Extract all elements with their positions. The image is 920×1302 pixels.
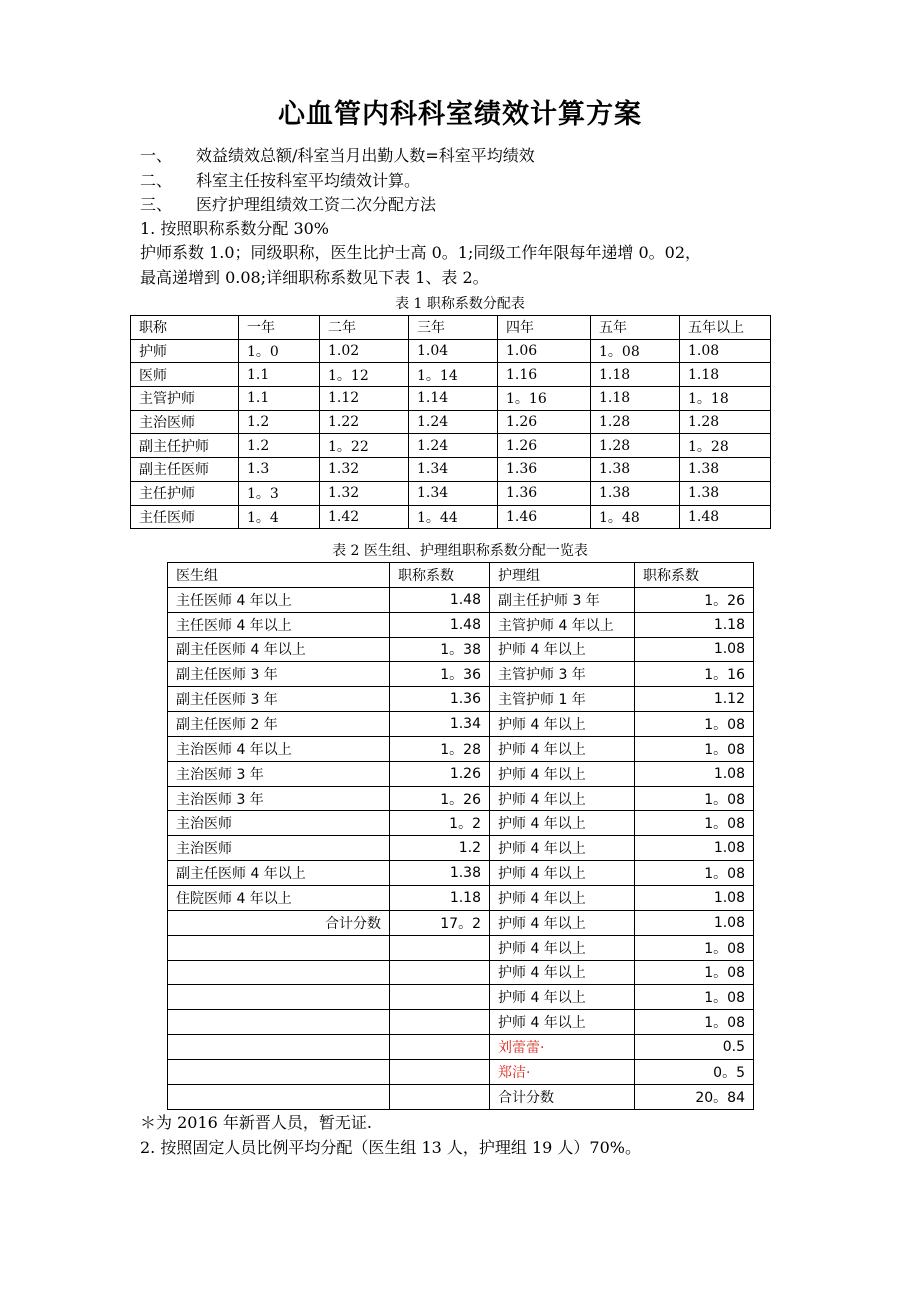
nurse-name-cell: 主管护师 1 年 (490, 687, 635, 712)
doctor-name-cell: 主治医师 3 年 (168, 761, 390, 786)
table-row (131, 387, 771, 411)
doctor-name-cell: 副主任医师 3 年 (168, 687, 390, 712)
table-row (168, 662, 754, 687)
coefficient-cell: 1.38 (591, 481, 680, 505)
table-2-header-cell: 护理组 (490, 563, 635, 588)
nurse-name-cell: 护师 4 年以上 (490, 712, 635, 737)
item-1-heading: 1. 按照职称系数分配 30% (140, 219, 330, 238)
coefficient-cell: 1.22 (320, 410, 409, 434)
nurse-name-cell: 护师 4 年以上 (490, 836, 635, 861)
doctor-coefficient-cell: 1.26 (390, 761, 490, 786)
nurse-name-cell: 刘蕾蕾· (490, 1035, 635, 1060)
table-row (131, 458, 771, 482)
nurse-coefficient-cell: 1。08 (635, 1010, 754, 1035)
table-row (131, 339, 771, 363)
coefficient-cell: 1.42 (320, 505, 409, 529)
doctor-coefficient-cell: 17。2 (390, 910, 490, 935)
doctor-name-cell: 主治医师 3 年 (168, 786, 390, 811)
doctor-coefficient-cell: 1。26 (390, 786, 490, 811)
coefficient-cell: 1.02 (320, 339, 409, 363)
coefficient-cell: 1.24 (409, 434, 498, 458)
nurse-coefficient-cell: 1。08 (635, 935, 754, 960)
table-row (168, 1059, 754, 1084)
doctor-name-cell (168, 960, 390, 985)
title-name-cell: 主管护师 (131, 387, 239, 411)
coefficient-cell: 1.32 (320, 458, 409, 482)
title-name-cell: 主治医师 (131, 410, 239, 434)
section-1-number: 一、 (140, 146, 173, 165)
nurse-coefficient-cell: 1。08 (635, 985, 754, 1010)
coefficient-cell: 1.38 (680, 481, 771, 505)
nurse-name-cell: 护师 4 年以上 (490, 985, 635, 1010)
nurse-coefficient-cell: 20。84 (635, 1084, 754, 1109)
table-row (168, 1010, 754, 1035)
nurse-name-cell: 护师 4 年以上 (490, 910, 635, 935)
table-1-header-cell: 一年 (239, 316, 320, 340)
section-1 (140, 145, 535, 167)
nurse-name-cell: 护师 4 年以上 (490, 885, 635, 910)
table-1-header-cell: 四年 (498, 316, 591, 340)
coefficient-cell: 1。3 (239, 481, 320, 505)
table-row (168, 587, 754, 612)
doctor-name-cell: 主任医师 4 年以上 (168, 612, 390, 637)
table-2-header-cell: 职称系数 (390, 563, 490, 588)
doctor-name-cell: 主治医师 (168, 836, 390, 861)
table-row (168, 612, 754, 637)
coefficient-cell: 1。14 (409, 363, 498, 387)
nurse-name-cell: 护师 4 年以上 (490, 786, 635, 811)
table-1-header-row (131, 316, 771, 340)
table-row (168, 861, 754, 886)
doctor-coefficient-cell: 1。38 (390, 637, 490, 662)
nurse-coefficient-cell: 1.08 (635, 761, 754, 786)
nurse-coefficient-cell: 1.18 (635, 612, 754, 637)
doctor-coefficient-cell: 1.38 (390, 861, 490, 886)
section-2 (140, 170, 420, 192)
table-2-body (168, 563, 754, 1110)
doctor-coefficient-cell (390, 985, 490, 1010)
nurse-name-cell: 护师 4 年以上 (490, 811, 635, 836)
doctor-coefficient-cell (390, 935, 490, 960)
coefficient-cell: 1.3 (239, 458, 320, 482)
doctor-coefficient-cell: 1.36 (390, 687, 490, 712)
table-1-header-cell: 职称 (131, 316, 239, 340)
coefficient-cell: 1.38 (680, 458, 771, 482)
table-row (168, 712, 754, 737)
coefficient-cell: 1。48 (591, 505, 680, 529)
table-row (131, 505, 771, 529)
nurse-coefficient-cell: 1.08 (635, 910, 754, 935)
coefficient-cell: 1.36 (498, 481, 591, 505)
nurse-coefficient-cell: 0.5 (635, 1035, 754, 1060)
nurse-coefficient-cell: 1。08 (635, 736, 754, 761)
nurse-name-cell: 副主任护师 3 年 (490, 587, 635, 612)
group-coefficient-table (167, 562, 754, 1110)
table-row (168, 687, 754, 712)
coefficient-cell: 1。18 (680, 387, 771, 411)
table-row (168, 935, 754, 960)
doctor-name-cell: 副主任医师 4 年以上 (168, 861, 390, 886)
table-1-header-cell: 五年以上 (680, 316, 771, 340)
nurse-name-cell: 护师 4 年以上 (490, 736, 635, 761)
coefficient-cell: 1.26 (498, 434, 591, 458)
nurse-coefficient-cell: 1。08 (635, 861, 754, 886)
table-row (168, 960, 754, 985)
doctor-name-cell: 副主任医师 2 年 (168, 712, 390, 737)
doctor-coefficient-cell (390, 960, 490, 985)
coefficient-cell: 1.26 (498, 410, 591, 434)
section-2-number: 二、 (140, 171, 173, 190)
nurse-name-cell: 护师 4 年以上 (490, 761, 635, 786)
coefficient-cell: 1。16 (498, 387, 591, 411)
coefficient-cell: 1.1 (239, 363, 320, 387)
nurse-name-cell: 护师 4 年以上 (490, 960, 635, 985)
doctor-name-cell (168, 1084, 390, 1109)
table-row (168, 1035, 754, 1060)
coefficient-cell: 1.2 (239, 410, 320, 434)
table-row (168, 1084, 754, 1109)
nurse-name-cell: 护师 4 年以上 (490, 935, 635, 960)
title-name-cell: 医师 (131, 363, 239, 387)
nurse-coefficient-cell: 0。5 (635, 1059, 754, 1084)
doctor-coefficient-cell: 1.34 (390, 712, 490, 737)
section-3-number: 三、 (140, 195, 173, 214)
nurse-name-cell: 护师 4 年以上 (490, 1010, 635, 1035)
doctor-coefficient-cell: 1。2 (390, 811, 490, 836)
title-name-cell: 副主任护师 (131, 434, 239, 458)
coefficient-cell: 1.36 (498, 458, 591, 482)
nurse-coefficient-cell: 1.08 (635, 885, 754, 910)
nurse-coefficient-cell: 1。26 (635, 587, 754, 612)
coefficient-cell: 1.34 (409, 481, 498, 505)
nurse-coefficient-cell: 1.12 (635, 687, 754, 712)
coefficient-cell: 1。28 (680, 434, 771, 458)
coefficient-cell: 1.24 (409, 410, 498, 434)
table-row (168, 885, 754, 910)
coefficient-cell: 1.12 (320, 387, 409, 411)
doctor-name-cell: 主治医师 4 年以上 (168, 736, 390, 761)
paragraph-1-line-1: 护师系数 1.0；同级职称，医生比护士高 0。1;同级工作年限每年递增 0。02， (140, 243, 701, 262)
doctor-name-cell: 副主任医师 3 年 (168, 662, 390, 687)
coefficient-cell: 1。08 (591, 339, 680, 363)
section-3-text: 医疗护理组绩效工资二次分配方法 (196, 195, 437, 214)
doctor-name-cell (168, 985, 390, 1010)
coefficient-cell: 1.1 (239, 387, 320, 411)
table-row (168, 811, 754, 836)
coefficient-cell: 1.46 (498, 505, 591, 529)
table-1-header-cell: 三年 (409, 316, 498, 340)
nurse-name-cell: 护师 4 年以上 (490, 861, 635, 886)
doctor-coefficient-cell: 1。36 (390, 662, 490, 687)
table-1-header-cell: 二年 (320, 316, 409, 340)
doctor-name-cell (168, 1035, 390, 1060)
coefficient-cell: 1.28 (680, 410, 771, 434)
table-row (168, 786, 754, 811)
table-row (168, 910, 754, 935)
table-1-caption: 表 1 职称系数分配表 (395, 296, 525, 312)
title-name-cell: 护师 (131, 339, 239, 363)
doctor-coefficient-cell: 1.48 (390, 587, 490, 612)
page-title: 心血管内科科室绩效计算方案 (278, 99, 642, 130)
doctor-name-cell: 合计分数 (168, 910, 390, 935)
coefficient-cell: 1.34 (409, 458, 498, 482)
table-row (131, 434, 771, 458)
nurse-coefficient-cell: 1。08 (635, 712, 754, 737)
title-coefficient-table (130, 315, 771, 529)
coefficient-cell: 1.18 (591, 363, 680, 387)
note-text: ＊为 2016 年新晋人员，暂无证. (140, 1113, 372, 1132)
nurse-name-cell: 合计分数 (490, 1084, 635, 1109)
table-row (168, 836, 754, 861)
coefficient-cell: 1.14 (409, 387, 498, 411)
nurse-coefficient-cell: 1。16 (635, 662, 754, 687)
nurse-coefficient-cell: 1.08 (635, 637, 754, 662)
table-2-header-cell: 职称系数 (635, 563, 754, 588)
item-2-heading: 2. 按照固定人员比例平均分配（医生组 13 人，护理组 19 人）70%。 (140, 1138, 641, 1157)
table-2-header-cell: 医生组 (168, 563, 390, 588)
table-row (168, 985, 754, 1010)
doctor-name-cell: 住院医师 4 年以上 (168, 885, 390, 910)
coefficient-cell: 1.06 (498, 339, 591, 363)
table-1-body (131, 316, 771, 529)
coefficient-cell: 1.28 (591, 434, 680, 458)
nurse-coefficient-cell: 1.08 (635, 836, 754, 861)
coefficient-cell: 1.16 (498, 363, 591, 387)
doctor-coefficient-cell (390, 1035, 490, 1060)
coefficient-cell: 1.32 (320, 481, 409, 505)
coefficient-cell: 1.28 (591, 410, 680, 434)
nurse-name-cell: 主管护师 3 年 (490, 662, 635, 687)
table-row (168, 637, 754, 662)
coefficient-cell: 1.18 (680, 363, 771, 387)
doctor-name-cell: 主任医师 4 年以上 (168, 587, 390, 612)
coefficient-cell: 1。22 (320, 434, 409, 458)
paragraph-1-line-2: 最高递增到 0.08;详细职称系数见下表 1、表 2。 (140, 268, 489, 287)
coefficient-cell: 1。4 (239, 505, 320, 529)
doctor-name-cell (168, 1059, 390, 1084)
doctor-name-cell (168, 1010, 390, 1035)
table-2-caption: 表 2 医生组、护理组职称系数分配一览表 (332, 543, 588, 559)
coefficient-cell: 1.2 (239, 434, 320, 458)
doctor-coefficient-cell: 1.18 (390, 885, 490, 910)
nurse-name-cell: 主管护师 4 年以上 (490, 612, 635, 637)
doctor-coefficient-cell: 1.2 (390, 836, 490, 861)
doctor-coefficient-cell: 1.48 (390, 612, 490, 637)
section-1-text: 效益绩效总额/科室当月出勤人数=科室平均绩效 (196, 146, 535, 165)
nurse-coefficient-cell: 1。08 (635, 786, 754, 811)
doctor-name-cell: 副主任医师 4 年以上 (168, 637, 390, 662)
table-1-header-cell: 五年 (591, 316, 680, 340)
coefficient-cell: 1.48 (680, 505, 771, 529)
nurse-name-cell: 护师 4 年以上 (490, 637, 635, 662)
doctor-coefficient-cell (390, 1084, 490, 1109)
doctor-coefficient-cell (390, 1010, 490, 1035)
coefficient-cell: 1.38 (591, 458, 680, 482)
coefficient-cell: 1.04 (409, 339, 498, 363)
doctor-coefficient-cell (390, 1059, 490, 1084)
nurse-name-cell: 郑洁· (490, 1059, 635, 1084)
doctor-name-cell: 主治医师 (168, 811, 390, 836)
nurse-coefficient-cell: 1。08 (635, 960, 754, 985)
table-row (131, 481, 771, 505)
doctor-name-cell (168, 935, 390, 960)
table-row (131, 410, 771, 434)
coefficient-cell: 1。44 (409, 505, 498, 529)
table-row (168, 736, 754, 761)
table-2-header-row (168, 563, 754, 588)
coefficient-cell: 1。0 (239, 339, 320, 363)
nurse-coefficient-cell: 1。08 (635, 811, 754, 836)
section-3 (140, 194, 436, 216)
coefficient-cell: 1.08 (680, 339, 771, 363)
title-name-cell: 主任医师 (131, 505, 239, 529)
title-name-cell: 副主任医师 (131, 458, 239, 482)
coefficient-cell: 1.18 (591, 387, 680, 411)
section-2-text: 科室主任按科室平均绩效计算。 (196, 171, 421, 190)
table-row (131, 363, 771, 387)
coefficient-cell: 1。12 (320, 363, 409, 387)
title-name-cell: 主任护师 (131, 481, 239, 505)
doctor-coefficient-cell: 1。28 (390, 736, 490, 761)
table-row (168, 761, 754, 786)
